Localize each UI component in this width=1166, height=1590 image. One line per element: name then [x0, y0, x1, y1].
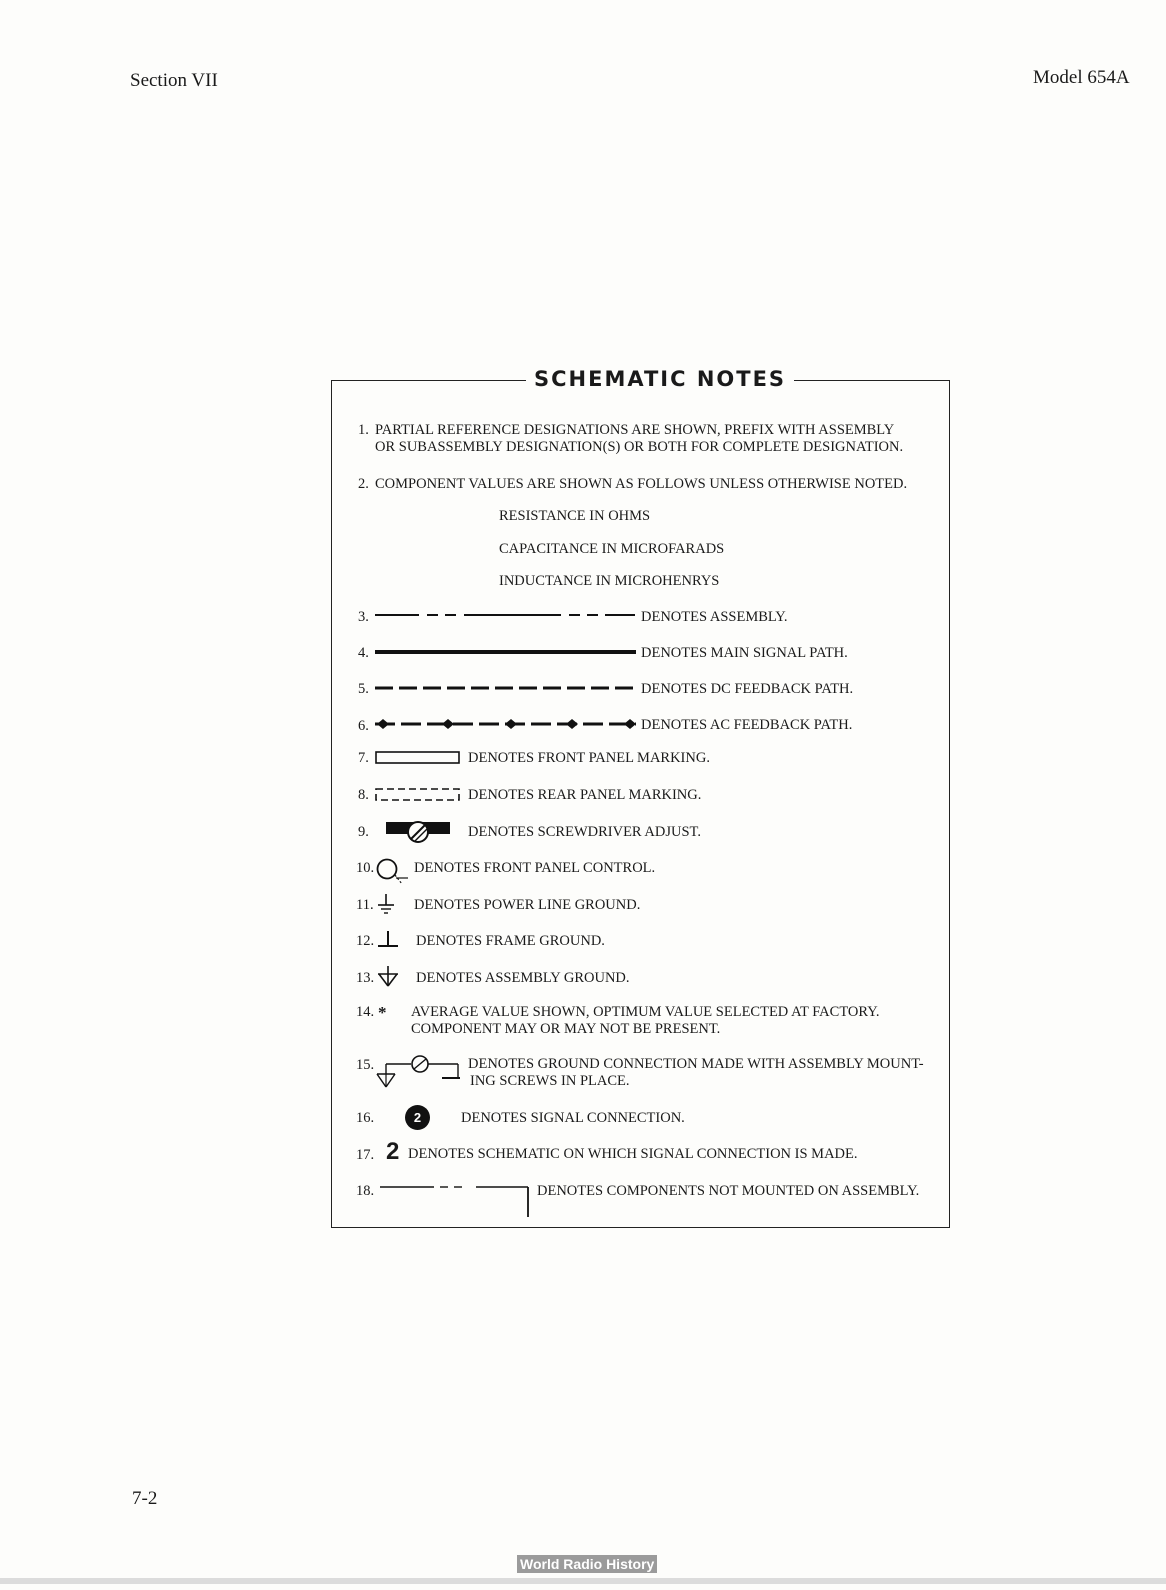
assembly-ground-icon	[378, 965, 400, 989]
note-15-number: 15.	[356, 1057, 375, 1073]
note-3-number: 3.	[358, 609, 369, 625]
note-3-text: DENOTES ASSEMBLY.	[641, 609, 788, 625]
screwdriver-adjust-icon	[386, 820, 452, 844]
note-18-text: DENOTES COMPONENTS NOT MOUNTED ON ASSEMBLY.	[537, 1183, 920, 1199]
schematic-notes-title: SCHEMATIC NOTES	[526, 367, 794, 391]
note-15-line-1: DENOTES GROUND CONNECTION MADE WITH ASSEMBLY MOUNT-	[468, 1056, 924, 1072]
note-9-text: DENOTES SCREWDRIVER ADJUST.	[468, 824, 701, 840]
note-14-line-2: COMPONENT MAY OR MAY NOT BE PRESENT.	[411, 1021, 721, 1037]
note-5-number: 5.	[358, 681, 369, 697]
schematic-number-icon: 2	[386, 1138, 400, 1165]
note-13-number: 13.	[356, 970, 375, 986]
note-16-text: DENOTES SIGNAL CONNECTION.	[461, 1110, 685, 1126]
asterisk-icon: *	[378, 1003, 387, 1022]
note-15-line-2: ING SCREWS IN PLACE.	[470, 1073, 630, 1089]
rear-panel-marking-icon	[375, 788, 461, 802]
note-8-number: 8.	[358, 787, 369, 803]
note-2-inductance: INDUCTANCE IN MICROHENRYS	[499, 573, 720, 589]
note-8-text: DENOTES REAR PANEL MARKING.	[468, 787, 702, 803]
note-17-number: 17.	[356, 1147, 375, 1163]
note-7-number: 7.	[358, 750, 369, 766]
note-12-number: 12.	[356, 933, 375, 949]
model-label: Model 654A	[1033, 67, 1130, 88]
note-7-text: DENOTES FRONT PANEL MARKING.	[468, 750, 710, 766]
note-16-number: 16.	[356, 1110, 375, 1126]
note-2-resistance: RESISTANCE IN OHMS	[499, 508, 651, 524]
not-mounted-icon	[380, 1184, 532, 1220]
note-14-number: 14.	[356, 1004, 375, 1020]
main-signal-path-icon	[375, 647, 640, 657]
section-label: Section VII	[130, 70, 218, 91]
note-1-line-2: OR SUBASSEMBLY DESIGNATION(S) OR BOTH FOR COMPLETE DESIGNATION.	[375, 439, 904, 455]
signal-connection-icon: 2	[405, 1105, 430, 1130]
note-14-line-1: AVERAGE VALUE SHOWN, OPTIMUM VALUE SELECTED AT FACTORY.	[411, 1004, 880, 1020]
note-18-number: 18.	[356, 1183, 375, 1199]
ground-connection-screws-icon	[376, 1054, 466, 1090]
note-13-text: DENOTES ASSEMBLY GROUND.	[416, 970, 630, 986]
note-4-number: 4.	[358, 645, 369, 661]
note-11-number: 11.	[356, 897, 374, 913]
note-2-number: 2.	[358, 476, 369, 492]
front-panel-control-icon	[376, 858, 412, 886]
note-6-number: 6.	[358, 718, 369, 734]
assembly-line-icon	[375, 610, 640, 620]
note-5-text: DENOTES DC FEEDBACK PATH.	[641, 681, 854, 697]
note-10-number: 10.	[356, 860, 375, 876]
bottom-edge	[0, 1578, 1166, 1584]
note-1-line-1: PARTIAL REFERENCE DESIGNATIONS ARE SHOWN, PREFIX WITH ASSEMBLY	[375, 422, 895, 438]
note-6-text: DENOTES AC FEEDBACK PATH.	[641, 717, 853, 733]
page-number: 7-2	[132, 1488, 158, 1509]
note-11-text: DENOTES POWER LINE GROUND.	[414, 897, 641, 913]
power-line-ground-icon	[377, 893, 397, 917]
note-4-text: DENOTES MAIN SIGNAL PATH.	[641, 645, 848, 661]
watermark: World Radio History	[517, 1555, 657, 1573]
frame-ground-icon	[378, 930, 400, 950]
front-panel-marking-icon	[375, 751, 461, 765]
note-9-number: 9.	[358, 824, 369, 840]
note-2-text: COMPONENT VALUES ARE SHOWN AS FOLLOWS UNLESS OTHERWISE NOTED.	[375, 476, 908, 492]
note-12-text: DENOTES FRAME GROUND.	[416, 933, 605, 949]
note-1-number: 1.	[358, 422, 369, 438]
ac-feedback-path-icon	[375, 717, 640, 731]
note-2-capacitance: CAPACITANCE IN MICROFARADS	[499, 541, 725, 557]
dc-feedback-path-icon	[375, 683, 640, 693]
note-17-text: DENOTES SCHEMATIC ON WHICH SIGNAL CONNECTION IS MADE.	[408, 1146, 858, 1162]
note-10-text: DENOTES FRONT PANEL CONTROL.	[414, 860, 656, 876]
